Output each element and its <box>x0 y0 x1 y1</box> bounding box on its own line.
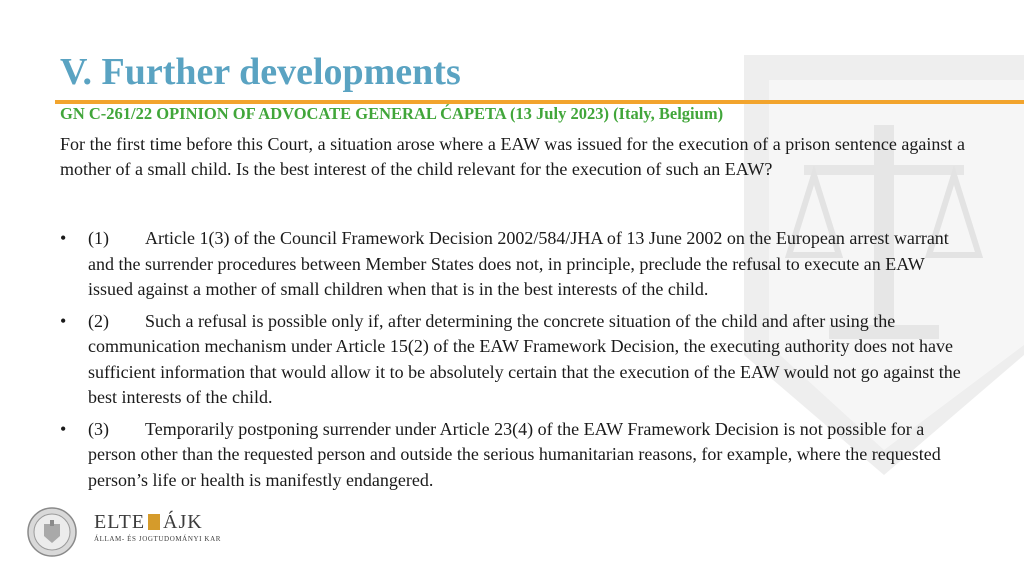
page-title: V. Further developments <box>60 51 461 93</box>
bullet-marker: • <box>60 228 67 248</box>
brand-wordmark <box>94 512 221 543</box>
item-number: (3) <box>88 418 109 439</box>
brand-faculty: ÁLLAM- ÉS JOGTUDOMÁNYI KAR <box>94 535 222 543</box>
findings-list <box>60 226 965 499</box>
item-text: Such a refusal is possible only if, after determining the concrete situation of the child and after using the communication mechanism under Article 15(2) of the EAW Framework Decision, the executing authority does not have sufficient information that would allow it to be absolutely certain that the execution of the EAW would not go against the best interests of the child. <box>88 310 961 407</box>
brand-name-right: ÁJK <box>163 511 203 533</box>
item-text: Temporarily postponing surrender under Article 23(4) of the EAW Framework Decision is not possible for a person other than the requested person and outside the serious humanitarian reasons, for example, where the requested person’s life or health is manifestly endangered. <box>88 418 941 490</box>
list-item <box>60 226 965 303</box>
intro-paragraph: For the first time before this Court, a situation arose where a EAW was issued for the execution of a prison sentence against a mother of a small child. Is the best interest of the child relevant for the execution of such an EAW? <box>60 134 965 179</box>
item-number: (1) <box>88 228 109 248</box>
brand-separator-icon <box>148 514 160 530</box>
bullet-marker: • <box>60 310 67 331</box>
item-text: Article 1(3) of the Council Framework Decision 2002/584/JHA of 13 June 2002 on the European arrest warrant and the surrender procedures between Member States does not, in principle, preclude the refusal to execute an EAW issued against a mother of small children when that is in the best interests of the child. <box>88 228 949 299</box>
item-number: (2) <box>88 310 109 331</box>
list-item <box>60 309 965 411</box>
elte-seal-icon <box>26 506 78 558</box>
list-item <box>60 417 965 494</box>
case-subtitle: GN C-261/22 OPINION OF ADVOCATE GENERAL ĆAPETA (13 July 2023) (Italy, Belgium) <box>60 104 724 123</box>
brand-name-left: ELTE <box>94 511 146 533</box>
bullet-marker: • <box>60 418 67 439</box>
